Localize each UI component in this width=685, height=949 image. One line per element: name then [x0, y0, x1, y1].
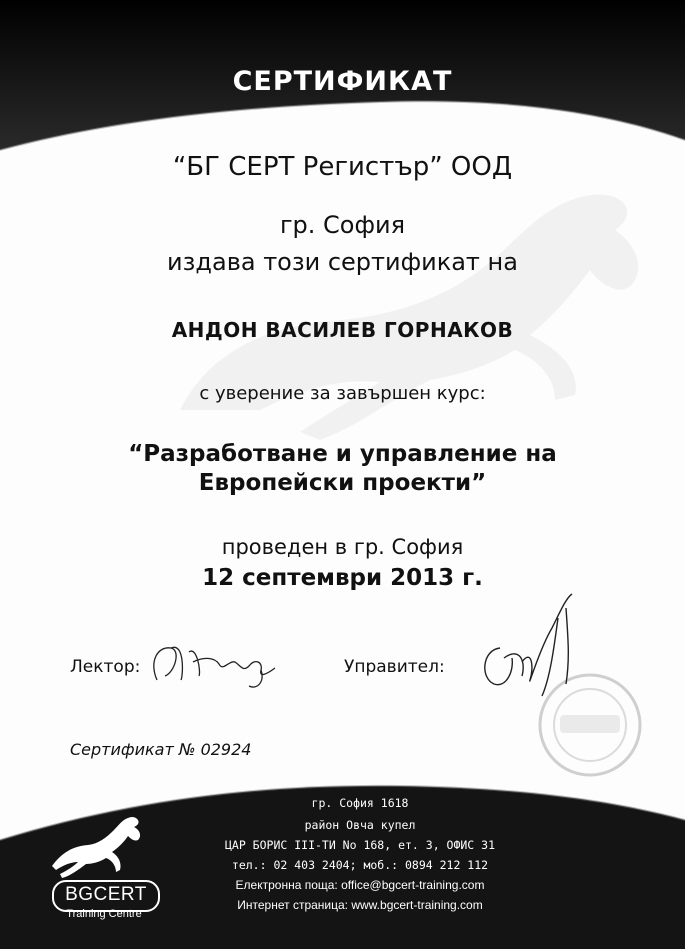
address-line-1: гр. София 1618 — [311, 796, 409, 810]
lector-signature — [145, 632, 295, 692]
email-line[interactable]: Електронна поща: office@bgcert-training.com — [235, 878, 485, 892]
website-line[interactable]: Интернет страница: www.bgcert-training.com — [237, 898, 483, 912]
course-date: 12 септември 2013 г. — [202, 565, 483, 591]
completion-text: с уверение за завършен курс: — [199, 383, 486, 404]
course-title-line1: “Разработване и управление на — [128, 441, 557, 467]
manager-label: Управител: — [344, 657, 445, 677]
organization-name: “БГ СЕРТ Регистър” ООД — [172, 152, 513, 182]
lector-label: Лектор: — [70, 657, 141, 677]
horse-watermark-icon — [60, 150, 680, 450]
manager-signature — [470, 588, 590, 698]
certificate-title: СЕРТИФИКАТ — [232, 66, 453, 97]
phone-line: тел.: 02 403 2404; моб.: 0894 212 112 — [231, 858, 489, 872]
issues-text: издава този сертификат на — [167, 248, 518, 276]
course-title-line2: Европейски проекти” — [198, 470, 487, 496]
bgcert-logo-subtitle: Training Centre — [66, 908, 142, 920]
bgcert-horse-logo-icon — [44, 812, 164, 882]
certificate-number: Сертификат № 02924 — [70, 740, 252, 759]
address-line-3: ЦАР БОРИС III-ТИ No 168, ет. 3, ОФИС 31 — [224, 838, 496, 852]
issuer-city: гр. София — [279, 211, 406, 239]
recipient-name: АНДОН ВАСИЛЕВ ГОРНАКОВ — [171, 318, 514, 342]
held-in-text: проведен в гр. София — [221, 535, 464, 559]
address-line-2: район Овча купел — [304, 818, 416, 832]
bgcert-logo-badge: BGCERT — [52, 880, 160, 912]
course-title — [0, 440, 685, 498]
